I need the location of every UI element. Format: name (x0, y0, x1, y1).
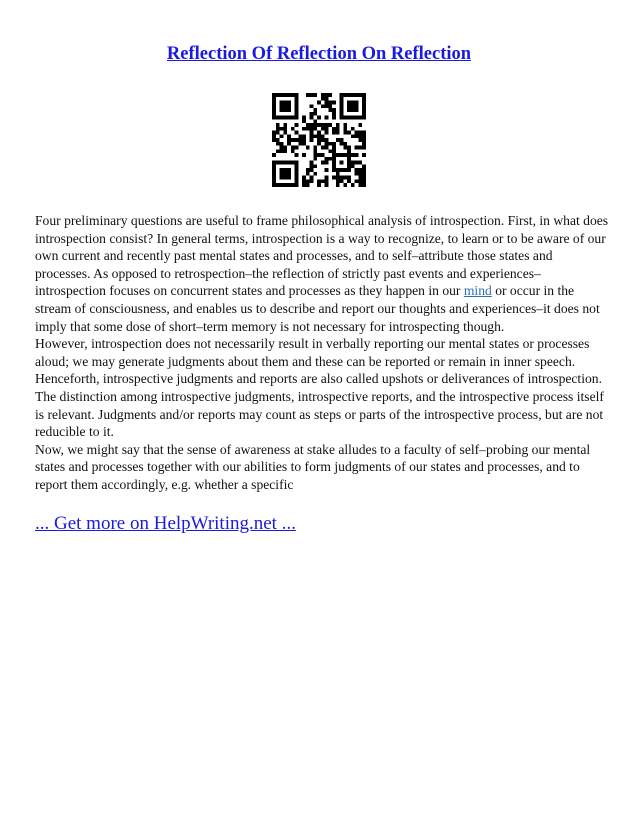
paragraph-2: However, introspection does not necessarily result in verbally reporting our mental states or processes aloud; we may generate judgments about them and these can be reported or remain in inner speech. Henceforth, introspective judgments and reports are also called upshots or deliverances of introspection. The distinction among introspective judgments, introspective reports, and the introspective process itself is relevant. Judgments and/or reports may count as steps or parts of the introspective process, but are not reducible to it. (35, 336, 604, 440)
body-text (35, 212, 610, 494)
paragraph-3: Now, we might say that the sense of awareness at stake alludes to a faculty of self–probing our mental states and processes together with our abilities to form judgments of our states and processes, and to report them accordingly, e.g. whether a specific (35, 441, 591, 492)
get-more-section (35, 512, 296, 536)
paragraph-1-text-a: Four preliminary questions are useful to frame philosophical analysis of introspection. First, in what does introspection consist? In general terms, introspection is a way to recognize, to learn or to be aware of our own current and recently past mental states and processes, and to self–attribute those states and processes. As opposed to retrospection–the reflection of strictly past events and experiences–introspection focuses on concurrent states and processes as they happen in our (35, 213, 609, 299)
get-more-link[interactable]: ... Get more on HelpWriting.net ... (35, 513, 296, 534)
document-title (0, 42, 638, 66)
paragraph-1 (35, 212, 610, 335)
qr-code-icon (272, 93, 366, 187)
paragraph-1-text-b: or occur in the stream of consciousness, and enables us to describe and report our thoughts and experiences–it does not imply that some dose of short–term memory is not necessary for introspecting though. (35, 283, 600, 334)
mind-link[interactable]: mind (463, 283, 492, 299)
title-link[interactable]: Reflection Of Reflection On Reflection (166, 44, 472, 64)
